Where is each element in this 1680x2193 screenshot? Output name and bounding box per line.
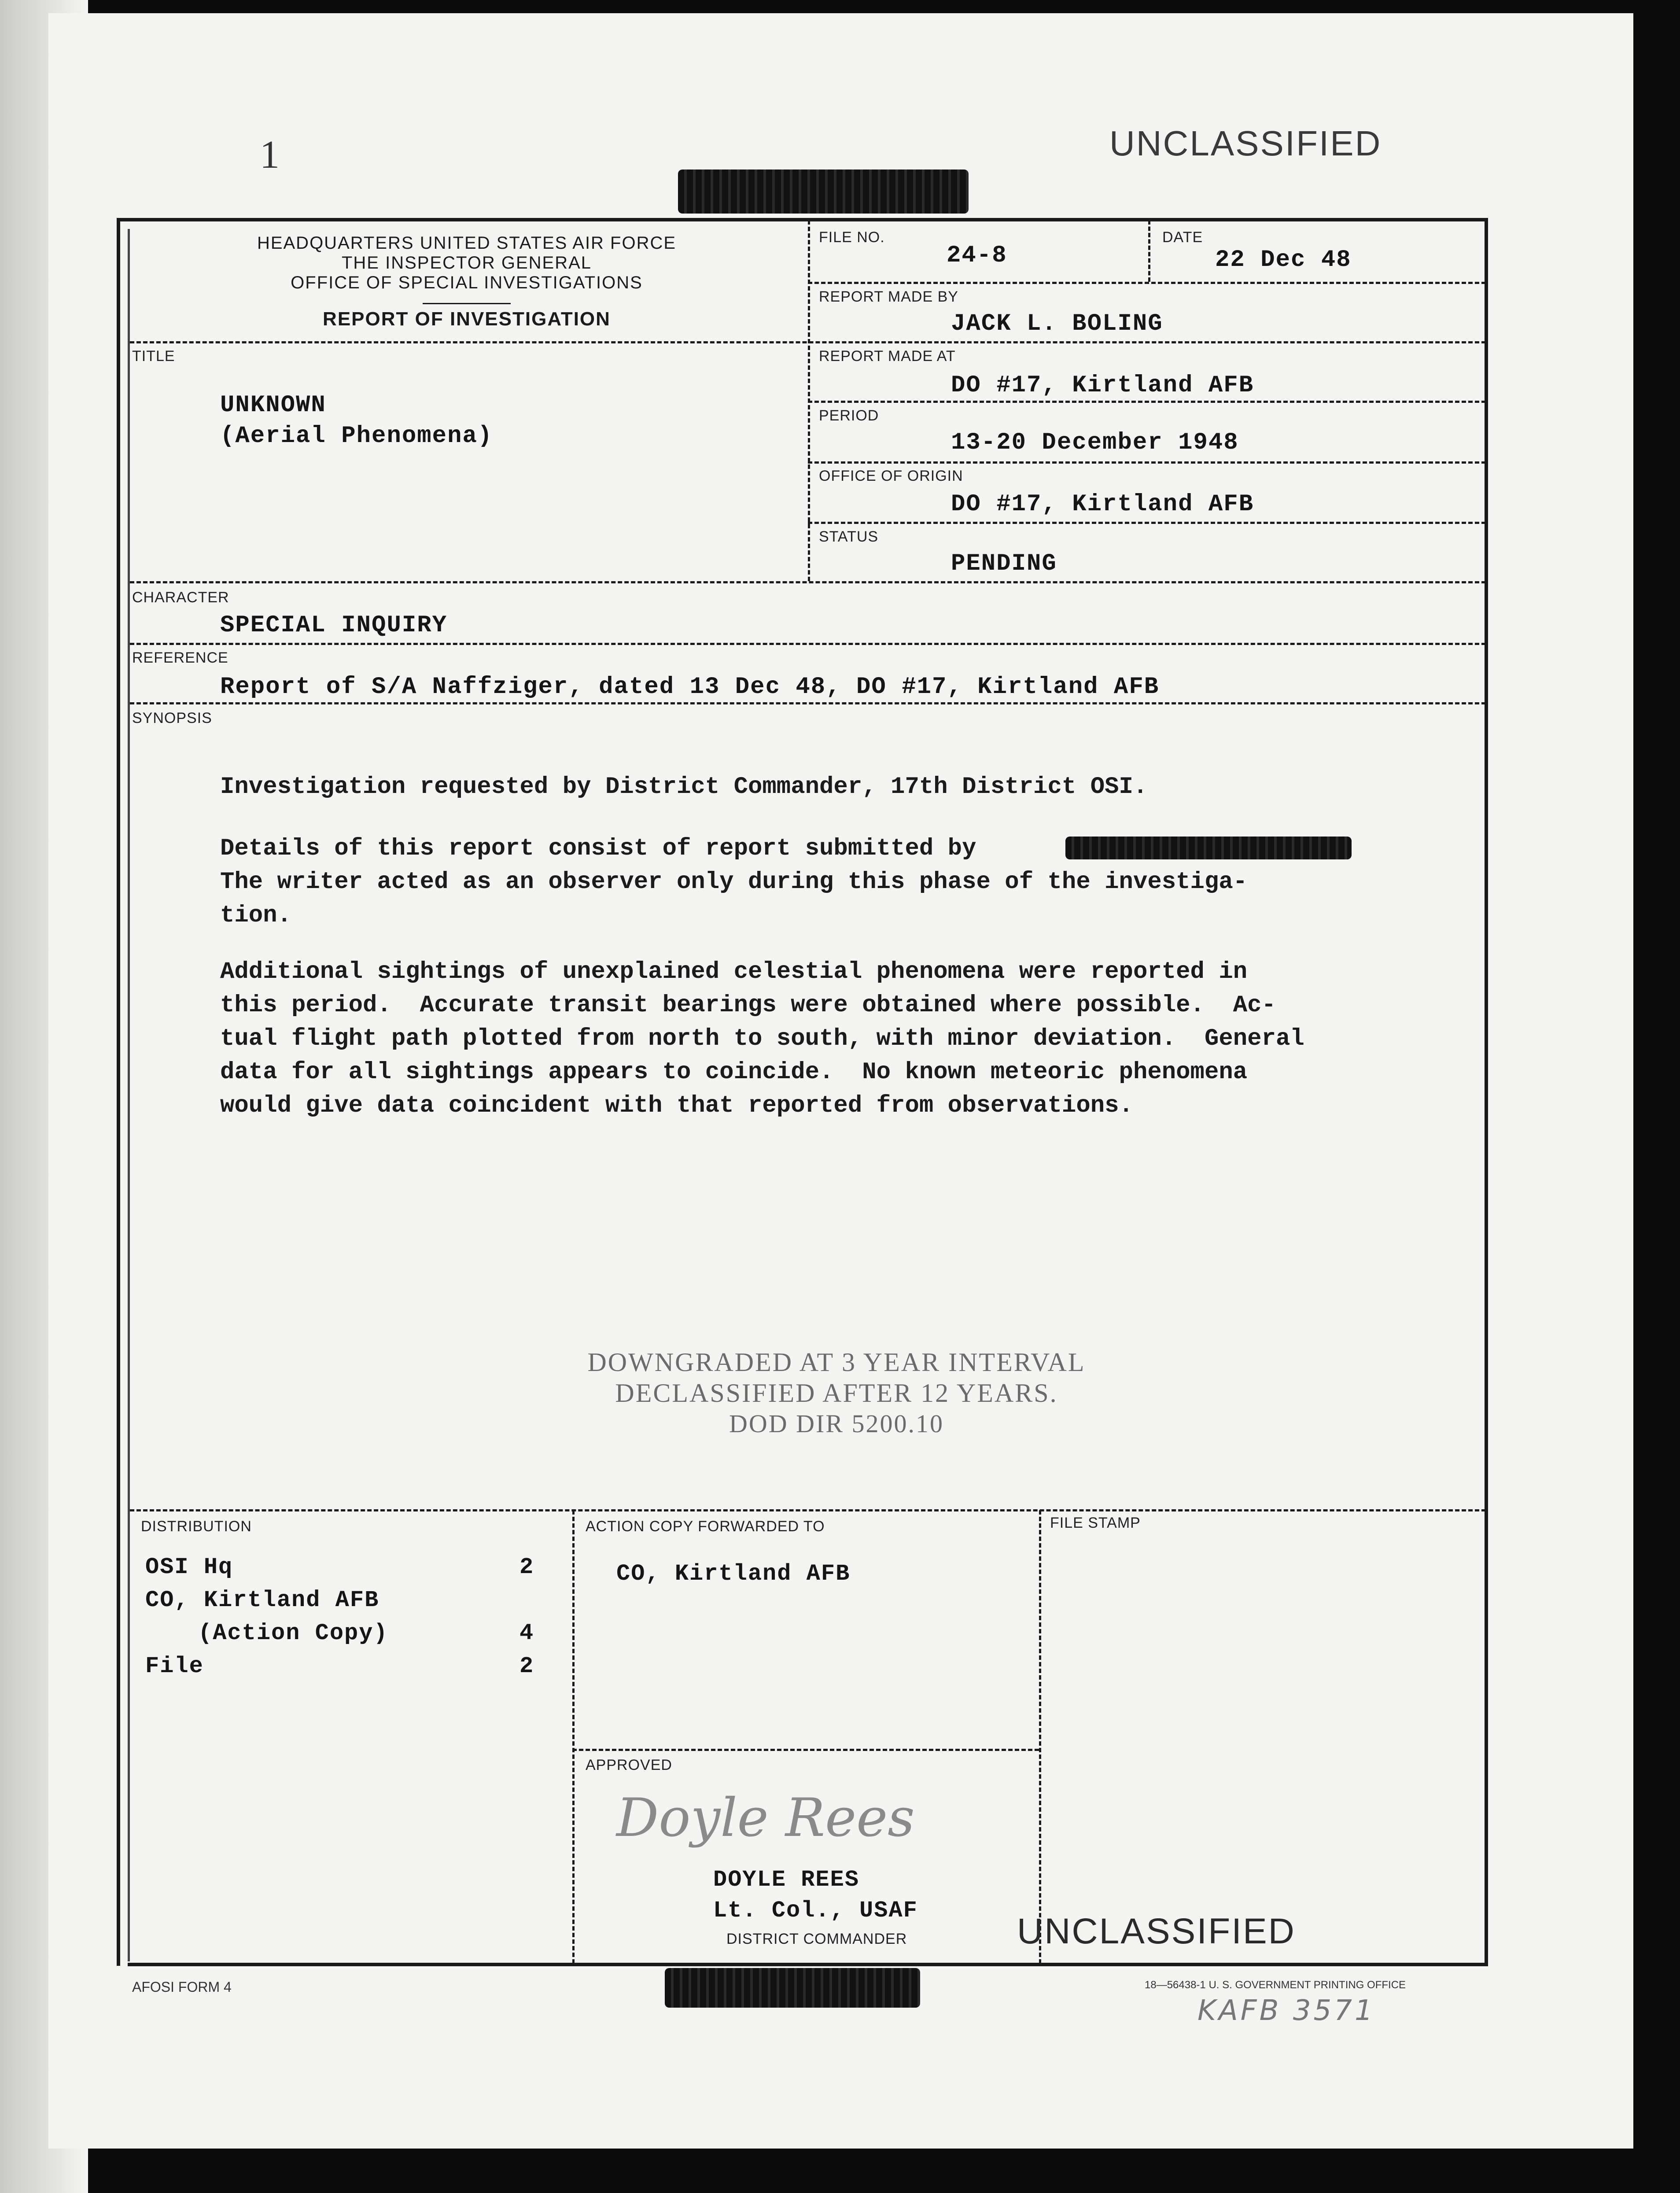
approver-signature: Doyle Rees [616, 1788, 915, 1849]
approver-name: DOYLE REES [713, 1867, 860, 1893]
distribution-name-3: (Action Copy) [198, 1620, 388, 1646]
distribution-name-4: File [145, 1653, 204, 1679]
synopsis-p3-l4: data for all sightings appears to coincide. No known meteoric phenomena [220, 1059, 1248, 1086]
status-label: STATUS [819, 528, 879, 545]
downgrade-line1: DOWNGRADED AT 3 YEAR INTERVAL [587, 1348, 1086, 1377]
date-label: DATE [1162, 229, 1203, 246]
title-label: TITLE [132, 348, 175, 365]
office-of-origin-label: OFFICE OF ORIGIN [819, 468, 963, 484]
action-copy-value: CO, Kirtland AFB [616, 1561, 851, 1587]
redaction-name [1065, 837, 1352, 859]
character-value: SPECIAL INQUIRY [220, 612, 448, 639]
report-date: 22 Dec 48 [1215, 247, 1352, 273]
archive-ref: KAFB 3571 [1197, 1994, 1375, 2027]
page-mark: 1 [260, 133, 280, 177]
reference-value: Report of S/A Naffziger, dated 13 Dec 48, DO #17, Kirtland AFB [220, 674, 1160, 700]
printing-office: 18—56438-1 U. S. GOVERNMENT PRINTING OFFICE [1145, 1979, 1406, 1991]
distribution-label: DISTRIBUTION [141, 1518, 252, 1535]
title-line1: UNKNOWN [220, 392, 326, 419]
reference-label: REFERENCE [132, 649, 228, 666]
form-number: AFOSI FORM 4 [132, 1979, 232, 1995]
downgrade-line2: DECLASSIFIED AFTER 12 YEARS. [615, 1378, 1058, 1408]
redaction-top [678, 170, 969, 214]
approver-role: DISTRICT COMMANDER [726, 1931, 907, 1947]
classification-bottom: UNCLASSIFIED [1017, 1911, 1296, 1951]
downgrade-line3: DOD DIR 5200.10 [729, 1409, 944, 1438]
synopsis-p3-l2: this period. Accurate transit bearings were obtained where possible. Ac- [220, 992, 1276, 1019]
synopsis-p3-l5: would give data coincident with that reported from observations. [220, 1092, 1133, 1119]
period-label: PERIOD [819, 407, 879, 424]
file-no-label: FILE NO. [819, 229, 885, 246]
distribution-count-4: 2 [519, 1653, 534, 1679]
synopsis-p2-l1: Details of this report consist of report submitted by [220, 835, 976, 862]
synopsis-p2-l3: tion. [220, 902, 292, 929]
header-line2: THE INSPECTOR GENERAL [341, 253, 592, 273]
office-of-origin: DO #17, Kirtland AFB [951, 491, 1254, 518]
character-label: CHARACTER [132, 589, 229, 606]
file-no: 24-8 [947, 242, 1007, 269]
title-line2: (Aerial Phenomena) [220, 423, 493, 450]
distribution-count-1: 2 [519, 1554, 534, 1580]
report-made-by-label: REPORT MADE BY [819, 288, 958, 305]
redaction-bottom [665, 1968, 920, 2008]
action-copy-label: ACTION COPY FORWARDED TO [586, 1518, 825, 1535]
synopsis-p3-l3: tual flight path plotted from north to south, with minor deviation. General [220, 1025, 1304, 1052]
period: 13-20 December 1948 [951, 429, 1239, 456]
header-line3: OFFICE OF SPECIAL INVESTIGATIONS [291, 273, 643, 292]
page-title: REPORT OF INVESTIGATION [323, 308, 611, 330]
report-made-at-label: REPORT MADE AT [819, 348, 956, 365]
status-value: PENDING [951, 550, 1057, 577]
distribution-name-2: CO, Kirtland AFB [145, 1587, 379, 1613]
report-made-by: JACK L. BOLING [951, 310, 1163, 337]
distribution-count-3: 4 [519, 1620, 534, 1646]
approved-label: APPROVED [586, 1757, 672, 1773]
report-made-at: DO #17, Kirtland AFB [951, 372, 1254, 399]
synopsis-p3-l1: Additional sightings of unexplained celestial phenomena were reported in [220, 958, 1248, 985]
header-line1: HEADQUARTERS UNITED STATES AIR FORCE [257, 233, 677, 253]
synopsis-p2-l2: The writer acted as an observer only during this phase of the investiga- [220, 869, 1248, 896]
synopsis-p1: Investigation requested by District Commander, 17th District OSI. [220, 774, 1148, 800]
synopsis-label: SYNOPSIS [132, 710, 212, 726]
classification-top: UNCLASSIFIED [1109, 124, 1382, 163]
file-stamp-label: FILE STAMP [1050, 1515, 1141, 1531]
distribution-name-1: OSI Hq [145, 1554, 233, 1580]
approver-rank: Lt. Col., USAF [713, 1898, 918, 1924]
